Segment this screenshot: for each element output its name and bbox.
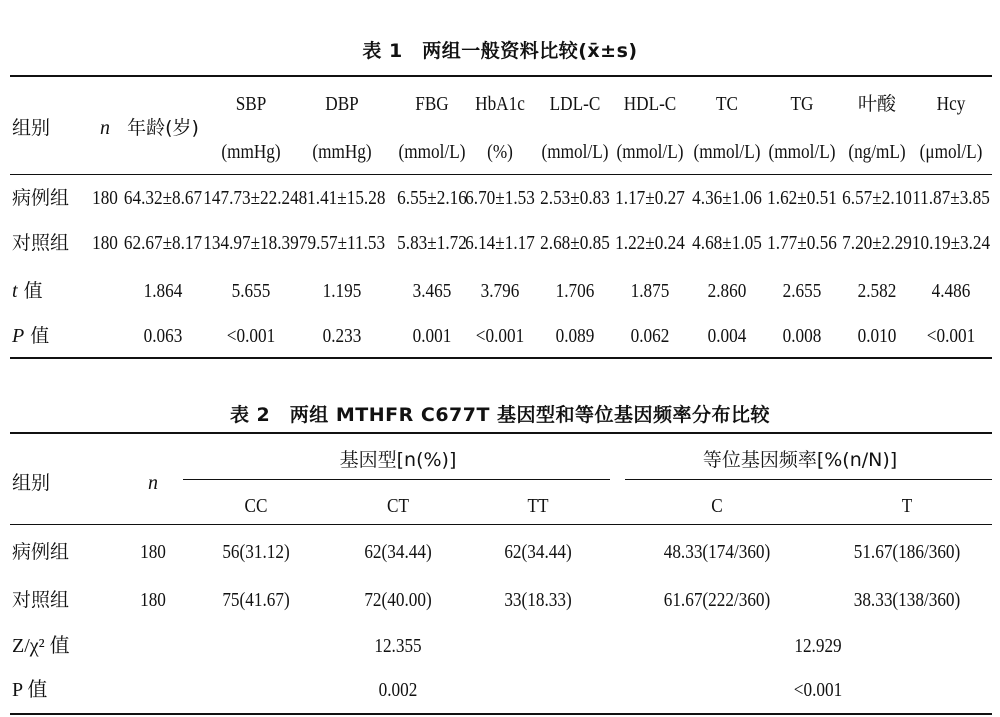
table2-subheader: T — [901, 495, 913, 517]
table1-cell: 5.83±1.72 — [397, 232, 467, 254]
table1-header-col: FBG — [415, 93, 449, 115]
table1-cell: 0.001 — [412, 325, 452, 347]
table2-row-label: 病例组 — [12, 541, 70, 563]
table1-cell: 0.010 — [857, 325, 897, 347]
table1-header-col: HDL-C — [623, 93, 677, 115]
table1-header-unit: (%) — [487, 141, 513, 163]
table1-header-col: Hcy — [936, 93, 966, 115]
table1-header-unit: (mmol/L) — [398, 141, 466, 163]
table1-cell: 2.53±0.83 — [540, 187, 610, 209]
table1-header-col: SBP — [235, 93, 267, 115]
table1-cell: 134.97±18.39 — [203, 232, 299, 254]
table2-header-n: n — [148, 472, 158, 494]
table2-bottom-rule — [10, 713, 992, 715]
table2-stat-genotype: 0.002 — [378, 679, 418, 701]
table1-header-unit: (mmol/L) — [768, 141, 836, 163]
table1-cell: 4.36±1.06 — [692, 187, 762, 209]
table2-header-rule — [10, 524, 992, 525]
table2-row-n: 180 — [140, 589, 166, 611]
table1-row-label-var: t — [12, 280, 18, 302]
table1-cell: 0.063 — [143, 325, 183, 347]
table2-cell: 48.33(174/360) — [663, 541, 771, 563]
table2-cell: 62(34.44) — [504, 541, 572, 563]
table2-row-label: 对照组 — [12, 589, 70, 611]
table1-cell: <0.001 — [926, 325, 976, 347]
table1-row-label-suffix: 值 — [17, 280, 43, 302]
table2-cell: 51.67(186/360) — [853, 541, 961, 563]
table1-cell: 1.195 — [322, 280, 362, 302]
table1-cell: 4.486 — [931, 280, 971, 302]
table2-top-rule — [10, 432, 992, 434]
table1-row-label-suffix: 值 — [24, 325, 50, 347]
table1-cell: 0.089 — [555, 325, 595, 347]
table2-cell: 62(34.44) — [364, 541, 432, 563]
table1-cell: 6.57±2.10 — [842, 187, 912, 209]
table2-stat-allele: <0.001 — [793, 679, 843, 701]
table2-header-genotype: 基因型[n(%)] — [339, 449, 457, 471]
table1-cell: 1.62±0.51 — [767, 187, 837, 209]
table1-header-unit: (mmol/L) — [693, 141, 761, 163]
table1-header-col: DBP — [325, 93, 359, 115]
table1-cell: 11.87±3.85 — [912, 187, 990, 209]
table2-stat-label: Z/χ² 值 — [12, 635, 70, 657]
table1-cell: 4.68±1.05 — [692, 232, 762, 254]
table1-header-group: 组别 — [12, 117, 51, 139]
table1-cell: 62.67±8.17 — [123, 232, 203, 254]
table2-header-allele: 等位基因频率[%(n/N)] — [702, 449, 898, 471]
table1-cell: 1.875 — [630, 280, 670, 302]
table1-cell: 1.17±0.27 — [615, 187, 685, 209]
table2-subheader: C — [711, 495, 723, 517]
table1-row-n: 180 — [92, 232, 118, 254]
table1-header-col: 叶酸 — [857, 93, 897, 115]
table1-header-unit: (mmHg) — [221, 141, 281, 163]
table2-caption: 表 2 两组 MTHFR C677T 基因型和等位基因频率分布比较 — [229, 404, 771, 426]
table2-cell: 75(41.67) — [222, 589, 290, 611]
genotype-underline — [183, 479, 610, 480]
table1-row-label-var: P — [12, 325, 25, 347]
table1-header-unit: (mmol/L) — [616, 141, 684, 163]
table2-cell: 33(18.33) — [504, 589, 572, 611]
table1-row-label — [12, 324, 49, 348]
table2-stat-allele: 12.929 — [794, 635, 842, 657]
table1-cell: 3.465 — [412, 280, 452, 302]
table1-row-n: 180 — [92, 187, 118, 209]
table1-bottom-rule — [10, 357, 992, 359]
table1-header-col: LDL-C — [549, 93, 601, 115]
table1-header-unit: (μmol/L) — [919, 141, 983, 163]
table1-row-label — [12, 279, 43, 303]
table1-cell: 1.864 — [143, 280, 183, 302]
table1-cell: <0.001 — [226, 325, 276, 347]
table1-caption: 表 1 两组一般资料比较(x̄±s) — [362, 40, 638, 62]
table1-cell: 2.68±0.85 — [540, 232, 610, 254]
allele-underline — [625, 479, 992, 480]
table2-cell: 56(31.12) — [222, 541, 290, 563]
table1-cell: 1.77±0.56 — [767, 232, 837, 254]
table1-cell: 5.655 — [231, 280, 271, 302]
table1-header-age: 年龄(岁) — [127, 117, 199, 139]
table1-cell: 6.70±1.53 — [465, 187, 535, 209]
table1-cell: 2.860 — [707, 280, 747, 302]
table2-subheader: TT — [527, 495, 549, 517]
table1-cell: 79.57±11.53 — [298, 232, 386, 254]
table1-header-col: TC — [716, 93, 738, 115]
table1-header-col: TG — [790, 93, 814, 115]
table1-cell: 0.008 — [782, 325, 822, 347]
table1-cell: 0.004 — [707, 325, 747, 347]
table1-cell: 147.73±22.24 — [203, 187, 299, 209]
table1-row-label: 病例组 — [12, 187, 70, 209]
table1-cell: 1.22±0.24 — [615, 232, 685, 254]
table1-cell: 0.233 — [322, 325, 362, 347]
table2-stat-label: P 值 — [12, 679, 48, 701]
table1-row-label: 对照组 — [12, 232, 70, 254]
table1-header-unit: (mmHg) — [312, 141, 372, 163]
table1-cell: 3.796 — [480, 280, 520, 302]
table1-cell: 7.20±2.29 — [842, 232, 912, 254]
table1-header-rule — [10, 174, 992, 175]
table1-top-rule — [10, 75, 992, 77]
table1-cell: 0.062 — [630, 325, 670, 347]
table2-subheader: CC — [244, 495, 268, 517]
table2-cell: 38.33(138/360) — [853, 589, 961, 611]
table2-subheader: CT — [387, 495, 409, 517]
table1-cell: 64.32±8.67 — [123, 187, 203, 209]
table1-header-unit: (mmol/L) — [541, 141, 609, 163]
table2-row-n: 180 — [140, 541, 166, 563]
table2-cell: 72(40.00) — [364, 589, 432, 611]
table1-cell: 6.55±2.16 — [397, 187, 467, 209]
table2-cell: 61.67(222/360) — [663, 589, 771, 611]
table1-cell: 2.582 — [857, 280, 897, 302]
table2-header-group: 组别 — [12, 472, 51, 494]
table1-cell: <0.001 — [475, 325, 525, 347]
table1-cell: 81.41±15.28 — [298, 187, 386, 209]
table2-stat-genotype: 12.355 — [374, 635, 422, 657]
table1-header-col: HbA1c — [475, 93, 525, 115]
table1-cell: 6.14±1.17 — [465, 232, 535, 254]
table1-cell: 1.706 — [555, 280, 595, 302]
table1-header-unit: (ng/mL) — [848, 141, 906, 163]
table1-header-n: n — [100, 117, 110, 139]
table1-cell: 10.19±3.24 — [911, 232, 991, 254]
table1-cell: 2.655 — [782, 280, 822, 302]
